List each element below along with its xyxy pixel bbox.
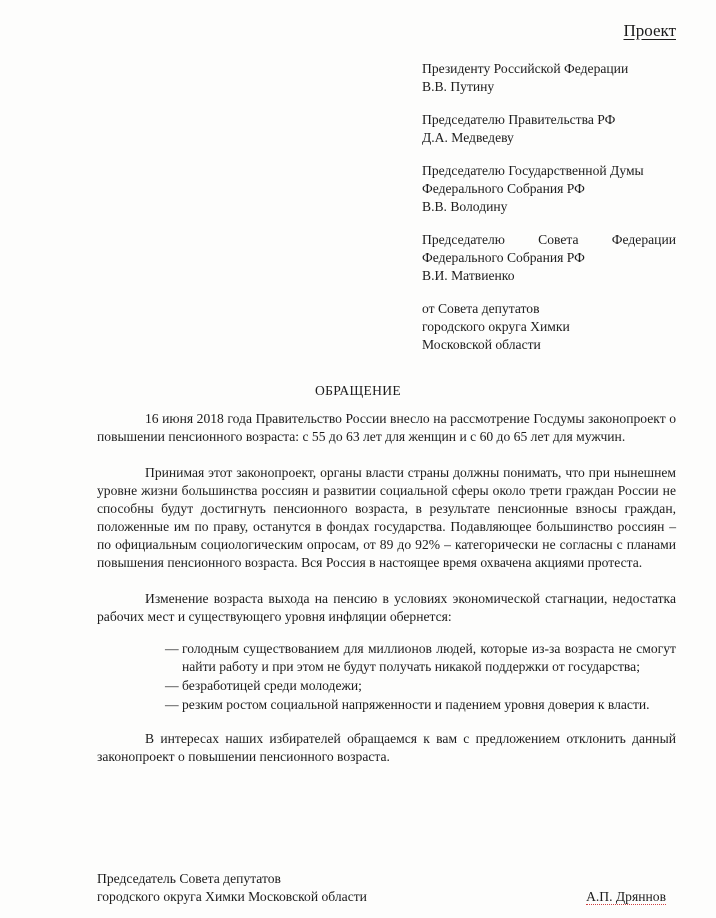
sender-block bbox=[422, 300, 676, 354]
list-item bbox=[97, 677, 676, 695]
paragraph-request: В интересах наших избирателей обращаемся к вам с предложением отклонить данный законопроект о повышении пенсионного возраста. bbox=[97, 731, 676, 764]
signature-title-line: городского округа Химки Московской области bbox=[97, 889, 367, 904]
list-item bbox=[97, 640, 676, 676]
addressee-line: В.И. Матвиенко bbox=[422, 268, 515, 283]
addressee-block bbox=[422, 60, 676, 369]
addressee-federation-council bbox=[422, 231, 676, 285]
addressee-line: Председателю Правительства РФ bbox=[422, 112, 616, 127]
addressee-line: Президенту Российской Федерации bbox=[422, 61, 629, 76]
signature-block bbox=[97, 870, 676, 906]
list-item-text: резким ростом социальной напряженности и падением уровня доверия к власти. bbox=[182, 697, 650, 712]
list-item-text: безработицей среди молодежи; bbox=[182, 678, 362, 693]
paragraph-argument: Принимая этот законопроект, органы власти страны должны понимать, что при нынешнем уровне жизни большинства россиян и развитии социальной сферы около трети граждан России не способны будут достигнуть пенсионного возраста, в результате пенсионные взносы граждан, положенные им по праву, останутся в фондах государства. Подавляющее большинство россиян – по официальным социологическим опросам, от 89 до 92% – категорически не согласны с планами повышения пенсионного возраста. Вся Россия в настоящее время охвачена акциями протеста. bbox=[97, 465, 676, 570]
addressee-line: Федерального Собрания РФ bbox=[422, 250, 585, 265]
dash-bullet: — bbox=[165, 697, 179, 712]
signatory-name-text: А.П. Дряннов bbox=[586, 889, 666, 904]
dash-bullet: — bbox=[165, 641, 179, 656]
addressee-duma bbox=[422, 162, 676, 216]
paragraph-intro: 16 июня 2018 года Правительство России внесло на рассмотрение Госдумы законопроект о повышении пенсионного возраста: с 55 до 63 лет для женщин и с 60 до 65 лет для мужчин. bbox=[97, 411, 676, 444]
sender-line: от Совета депутатов bbox=[422, 301, 540, 316]
dash-bullet: — bbox=[165, 678, 179, 693]
document-body bbox=[97, 410, 676, 784]
sender-line: городского округа Химки bbox=[422, 319, 570, 334]
signatory-name bbox=[586, 888, 666, 906]
addressee-president bbox=[422, 60, 676, 96]
addressee-line: Председателю Совета Федерации bbox=[422, 232, 676, 247]
addressee-line: Д.А. Медведеву bbox=[422, 130, 514, 145]
consequences-list bbox=[97, 640, 676, 714]
signature-title-line: Председатель Совета депутатов bbox=[97, 871, 281, 886]
list-item-text: голодным существованием для миллионов людей, которые из-за возраста не смогут найти работу и при этом не будут получать никакой поддержки от государства; bbox=[182, 641, 676, 674]
document-heading: ОБРАЩЕНИЕ bbox=[315, 383, 401, 398]
addressee-line: В.В. Путину bbox=[422, 79, 495, 94]
sender-line: Московской области bbox=[422, 337, 541, 352]
list-item bbox=[97, 696, 676, 714]
paragraph-consequences: Изменение возраста выхода на пенсию в условиях экономической стагнации, недостатка рабочих мест и существующего уровня инфляции обернется: bbox=[97, 591, 676, 624]
draft-stamp: Проект bbox=[623, 21, 676, 40]
addressee-government bbox=[422, 111, 676, 147]
addressee-line: В.В. Володину bbox=[422, 199, 508, 214]
addressee-line: Председателю Государственной Думы bbox=[422, 163, 644, 178]
addressee-line: Федерального Собрания РФ bbox=[422, 181, 585, 196]
